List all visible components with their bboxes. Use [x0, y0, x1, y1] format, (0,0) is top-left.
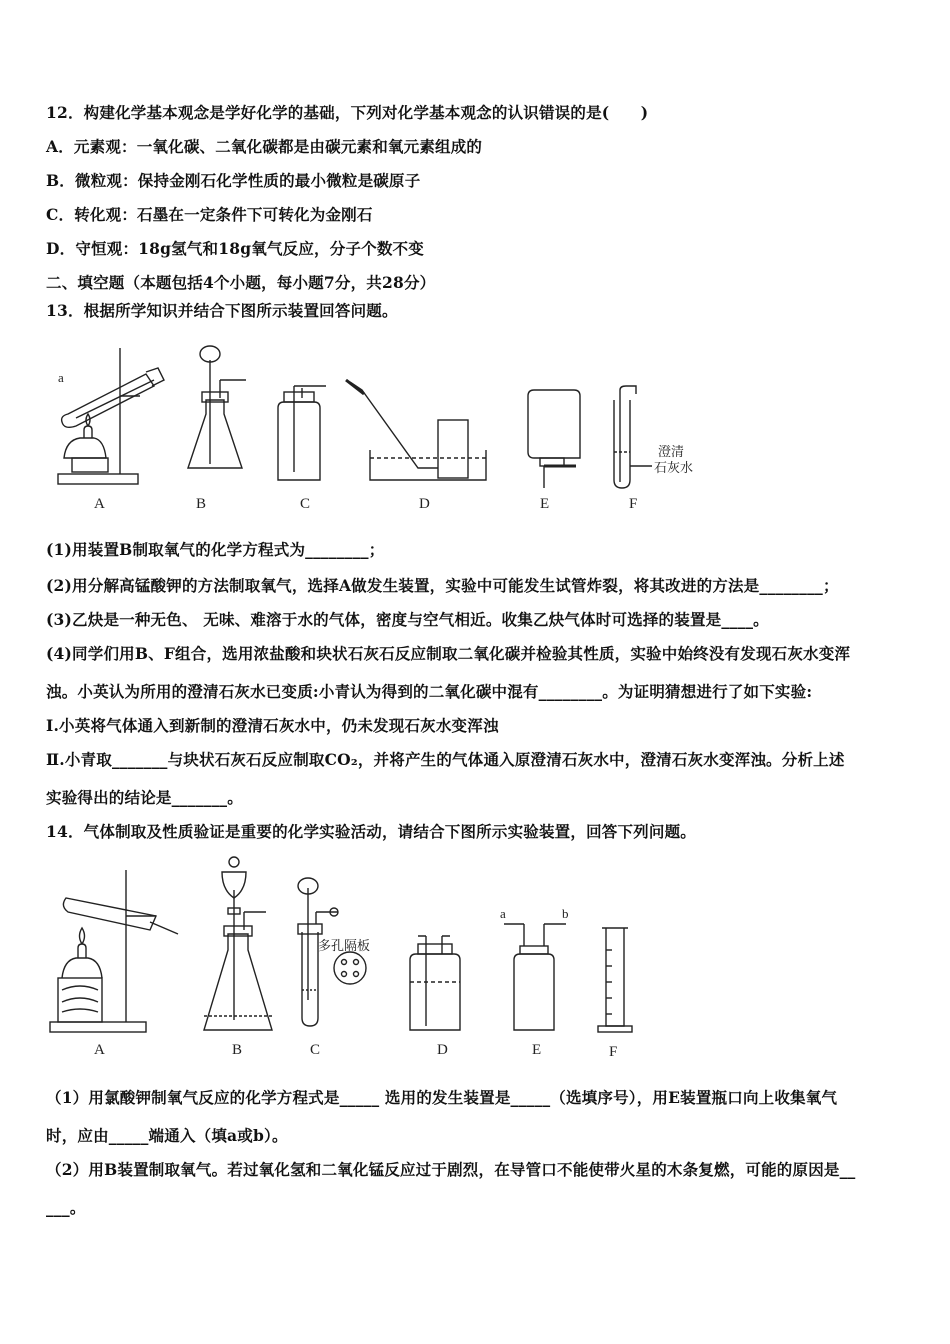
- q13-label-f: F: [629, 496, 638, 512]
- q13-line-5: 浊。小英认为所用的澄清石灰水已变质:小青认为得到的二氧化碳中混有________。为证明猜想进行了如下实验:: [46, 682, 813, 701]
- q13-tube-label-a: a: [58, 370, 64, 385]
- q12-option-d: D．守恒观：18g氢气和18g氧气反应，分子个数不变: [46, 239, 424, 258]
- q14-line-4: ___。: [46, 1198, 86, 1217]
- q12-option-c: C．转化观：石墨在一定条件下可转化为金刚石: [46, 205, 373, 224]
- q13-line-8: 实验得出的结论是_______。: [46, 788, 243, 807]
- q14-label-f: F: [609, 1044, 618, 1060]
- q13-label-c: C: [300, 496, 311, 512]
- q12-option-b: B．微粒观：保持金刚石化学性质的最小微粒是碳原子: [46, 171, 421, 190]
- q14-port-a: a: [500, 906, 506, 921]
- q14-label-c: C: [310, 1042, 321, 1058]
- q12-stem: 12．构建化学基本观念是学好化学的基础，下列对化学基本观念的认识错误的是( ): [46, 103, 649, 122]
- q13-line-2: (2)用分解高锰酸钾的方法制取氧气，选择A做发生装置，实验中可能发生试管炸裂，将其改进的方法是________；: [46, 576, 839, 595]
- q14-plate-label: 多孔隔板: [318, 938, 371, 953]
- q14-line-1: （1）用氯酸钾制氧气反应的化学方程式是_____ 选用的发生装置是_____（选填序号），用E装置瓶口向上收集氧气: [46, 1088, 838, 1107]
- q13-line-6: Ⅰ.小英将气体通入到新制的澄清石灰水中，仍未发现石灰水变浑浊: [46, 716, 499, 735]
- q13-line-4: (4)同学们用B、F组合，选用浓盐酸和块状石灰石反应制取二氧化碳并检验其性质，实验中始终没有发现石灰水变浑: [46, 644, 851, 663]
- q13-label-d: D: [419, 496, 430, 512]
- q13-label-e: E: [540, 496, 550, 512]
- q13-label-b: B: [196, 496, 207, 512]
- q14-label-d: D: [437, 1042, 448, 1058]
- q14-stem: 14．气体制取及性质验证是重要的化学实验活动，请结合下图所示实验装置，回答下列问题。: [46, 822, 696, 841]
- q14-port-b: b: [562, 906, 569, 921]
- q13-line-1: (1)用装置B制取氧气的化学方程式为________；: [46, 540, 385, 559]
- q14-label-e: E: [532, 1042, 542, 1058]
- q13-apparatus-figure: [46, 340, 716, 524]
- q14-label-a: A: [94, 1042, 105, 1058]
- q12-option-a: A．元素观：一氧化碳、二氧化碳都是由碳元素和氧元素组成的: [46, 137, 483, 156]
- q13-line-7: Ⅱ.小青取_______与块状石灰石反应制取CO₂，并将产生的气体通入原澄清石灰水中，澄清石灰水变浑浊。分析上述: [46, 750, 845, 769]
- q13-note-line1: 澄清: [658, 444, 685, 459]
- q14-line-3: （2）用B装置制取氧气。若过氧化氢和二氧化锰反应过于剧烈，在导管口不能使带火星的木条复燃，可能的原因是__: [46, 1160, 856, 1179]
- q14-label-b: B: [232, 1042, 243, 1058]
- q14-apparatus-figure: [46, 850, 666, 1069]
- q14-line-2: 时，应由_____端通入（填a或b）。: [46, 1126, 288, 1145]
- section-heading: 二、填空题（本题包括4个小题，每小题7分，共28分）: [46, 273, 436, 292]
- q13-stem: 13．根据所学知识并结合下图所示装置回答问题。: [46, 301, 398, 320]
- q13-line-3: (3)乙炔是一种无色、 无味、难溶于水的气体，密度与空气相近。收集乙炔气体时可选择的装置是____。: [46, 610, 769, 629]
- q13-note-line2: 石灰水: [654, 460, 694, 475]
- q13-label-a: A: [94, 496, 105, 512]
